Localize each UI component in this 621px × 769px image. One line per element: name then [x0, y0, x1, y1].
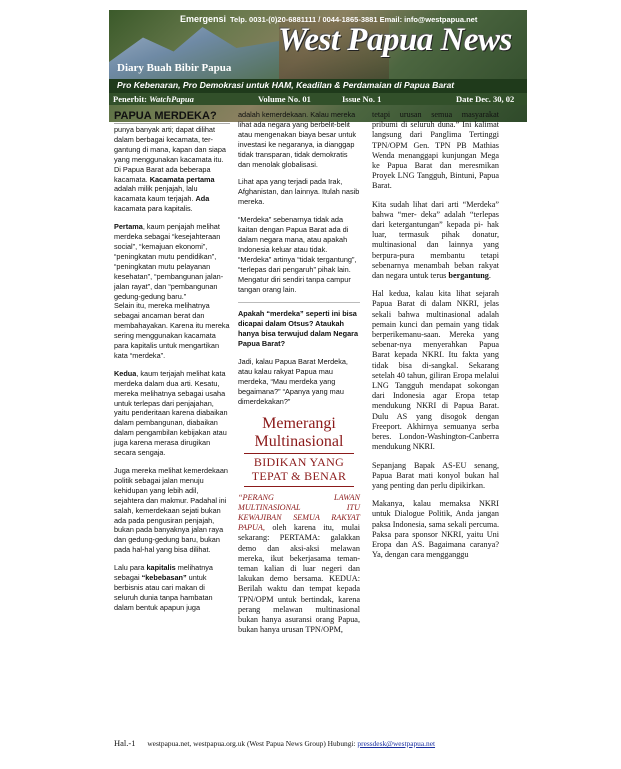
subtitle-text: IDIKAN YANG [262, 454, 345, 469]
subtitle-text: ENAR [312, 468, 347, 483]
paragraph-text: . [488, 271, 491, 281]
subtitle-initial: B [304, 468, 313, 483]
paragraph [114, 563, 230, 613]
paragraph-text: punya banyak arti; dapat dilihat dalam berbagai kecamata, ter- gantung di mana, kapan dan siapa yang menggunakan kacamata itu. Di Papua Barat ada beberapa kacamata. [114, 125, 226, 184]
emergency-text: Telp. 0031-(0)20-6881111 / 0044-1865-3881 Email: info@westpapua.net [230, 15, 478, 24]
publisher [113, 94, 194, 104]
paragraph-text: adalah milik penjajah, lalu kacamata kaum terjajah. [114, 184, 198, 204]
footer-text: westpapua.net, westpapua.org.uk (West Papua News Group) Hubungi: [147, 739, 356, 748]
paragraph [114, 222, 230, 301]
subtitle-initial: T [251, 468, 260, 483]
paragraph-text: Kita sudah lihat dari arti “Merdeka” bahwa “mer- deka” adalah “terlepas dari ketergantungan” kepada pi- hak luar, termasuk pihak donatur, multinasional dan lainnya yang berpura-pura membantu tetapi sebenarnya menambah beban rakyat dan negara untuk terus [372, 199, 499, 281]
column-1 [114, 110, 230, 621]
sidebar-subtitle-line-2 [238, 470, 360, 484]
diary-subtitle: Diary Buah Bibir Papua [117, 62, 232, 74]
sidebar-subtitle-line-1 [238, 456, 360, 470]
bold-text: Kacamata pertama [149, 174, 215, 184]
paragraph: Makanya, kalau memaksa NKRI untuk Dialogue Politik, Anda jangan paksa Indonesia, sama sekali percuma. Paksa para sponsor NKRI, yaitu Uni Eropa dan AS. Bagaimana caranya? Ya, dengan cara mengganggu [372, 499, 499, 560]
paragraph [114, 125, 230, 214]
paragraph [372, 200, 499, 282]
bold-text: Ada [195, 194, 210, 204]
paragraph: Jadi, kalau Papua Barat Merdeka, atau kalau rakyat Papua mau merdeka, “Mau merdeka yang begaimana?” “Apanya yang mau dimerdekakan?” [238, 357, 348, 406]
page-number: Hal.-1 [114, 738, 136, 748]
divider [244, 453, 354, 454]
paragraph: adalah kemerdekaan. Kalau mereka lihat ada negara yang berbelit-belit atau mengenakan biaya besar untuk investasi ke negaranya, ia dianggap tidak transparan, tidak demokratis dan menolak globalisasi. [238, 110, 357, 169]
bold-text: “kebebasan” [141, 573, 187, 583]
bold-text: Kedua [114, 368, 137, 378]
paragraph [238, 493, 360, 636]
subtitle-initial: B [253, 454, 263, 469]
sidebar-title-line-1: Memerangi [262, 414, 336, 432]
question-heading: Apakah “merdeka” seperti ini bisa dicapai dalam Otsus? Ataukah hanya bisa terwujud dalam Negara Papua Barat? [238, 309, 359, 349]
paragraph: “Merdeka” sebenarnya tidak ada kaitan dengan Papua Barat ada di dalam negara mana, atau apakah Indonesia keluar atau tidak. “Merdeka” artinya “tidak tergantung”, “terlepas dari pengaruh” pihak lain. Mengatur diri sendiri tanpa campur tangan orang lain. [238, 215, 357, 294]
column-2 [238, 110, 360, 643]
tagline: Pro Kebenaran, Pro Demokrasi untuk HAM, Keadilan & Perdamaian di Papua Barat [117, 80, 455, 90]
article-title: PAPUA MERDEKA? [114, 110, 230, 124]
paragraph-text: melihatnya sebagai [114, 563, 213, 583]
paragraph: Sepanjang Bapak AS-EU senang, Papua Barat mati konyol bukan hal yang penting dan perlu dipikirkan. [372, 460, 499, 490]
contact-email-link[interactable]: pressdesk@westpapua.net [357, 739, 436, 748]
divider [238, 302, 360, 303]
paragraph-text: , kaum penjajah melihat merdeka sebagai “kesejahteraan social”, “kemajuan ekonomi”, “peningkatan mutu pendidikan”, “peningkatan mutu pelayanan kesehatan”, “pembangunan jalan-jalan rayat”, dan “pembangunan gedung-gedung baru.” [114, 222, 224, 301]
paragraph: Hal kedua, kalau kita lihat sejarah Papua Barat di dalam NKRI, jelas sekali bahwa multinasional adalah pemain kunci dan pemain yang tidak berperikemanu-saan. Mereka yang sebenar-nya menyerahkan Papua Barat kepada NKRI. Itu fakta yang tidak bisa di-sangkal. Sekarang setelah 40 tahun, giliran Eropa melalui LNG Tangguh mendapat sokongan dari Indonesia agar Eropa tetap mendukung NKRI di Papua Barat. Dulu AS yang disogok dengan Freeport. Akhirnya semuanya serba beres. London-Washington-Canberra mendukung NKRI. [372, 289, 499, 452]
masthead-title: West Papua News [278, 22, 512, 58]
quote-text: “PERANG LAWAN MULTINASIONAL ITU KEWAJIBAN SEMUA RAKYAT PAPUA, [238, 492, 360, 533]
publisher-label: Penerbit: [113, 94, 147, 104]
issue-date: Date Dec. 30, 02 [456, 94, 515, 104]
paragraph-text: oleh karena itu, mulai sekarang: PERTAMA: galakkan demo dan aksi-aksi melawan mereka, ikut bekerjasama teman-teman kalian di luar negeri dan lakukan demo bersama. KEDUA: Berilah waktu dan tempat kepada TPN/OPM untuk bertindak, karena perang melawan multinasional bukan hanya asuransi orang Papua, bukan hanya urusan TPN/OPM, [238, 523, 360, 635]
divider [244, 486, 354, 487]
bold-text: Pertama [114, 222, 143, 232]
issue-number: Issue No. 1 [342, 94, 382, 104]
volume: Volume No. 01 [258, 94, 311, 104]
page-footer [114, 738, 514, 748]
paragraph-text: , kaum terjajah melihat kata merdeka dalam dua arti. Kesatu, mereka melihatnya sebagai usaha untuk terlepas dari penjajahan, yaitu penderitaan karena diabaikan dalam pembangunan, diabaikan dalam pengambilan kebijakan atau juga karena merasa dirugikan secara sengaja. [114, 368, 228, 458]
paragraph-text: Lalu para [114, 563, 147, 573]
publisher-name: WatchPapua [149, 94, 194, 104]
bold-text: kapitalis [146, 563, 176, 573]
paragraph: tetapi urusan semua masyarakat pribumi di seluruh duna.” Ini kalimat langsung dari Panglima Tertinggi TPN/OPM Gen. TPN PB Mathias Wenda menanggapi kunjungan Mega ke Papua Barat dan meresmikan Proyek LNG Tangguh, Bintuni, Papua Barat. [372, 110, 499, 191]
paragraph-text: kacamata para kapitalis. [114, 204, 193, 214]
subtitle-text: EPAT & [259, 468, 305, 483]
paragraph: Lihat apa yang terjadi pada Irak, Afghanistan, dan lainnya. Itulah nasib mereka. [238, 177, 360, 207]
sidebar-title-line-2: Multinasional [254, 432, 344, 450]
bold-text: bergantung [448, 271, 489, 281]
column-3 [372, 110, 499, 568]
paragraph-text: untuk berbisnis atau cari makan di seluruh dunia tanpa hambatan dalam bentuk apapun juga [114, 573, 213, 612]
emergency-label: Emergensi [180, 14, 227, 24]
paragraph: Juga mereka melihat kemerdekaan politik sebagai jalan menuju kehidupan yang lebih adil, sejahtera dan makmur. Padahal ini salah, kemerdekaan sejati bukan ada pada pengusiran penjajah, bukan pada banyaknya jalan raya dan gedung-gedung baru, bukan pada hal-hal yang bisa dilihat. [114, 466, 228, 555]
paragraph: Selain itu, mereka melihatnya sebagai ancaman berat dan membahayakan. Karena itu mereka sering menggunakan kacamata para kapitalis untuk mengartikan kata “merdeka”. [114, 301, 230, 360]
paragraph [114, 369, 230, 458]
sidebar-heading [238, 415, 360, 487]
